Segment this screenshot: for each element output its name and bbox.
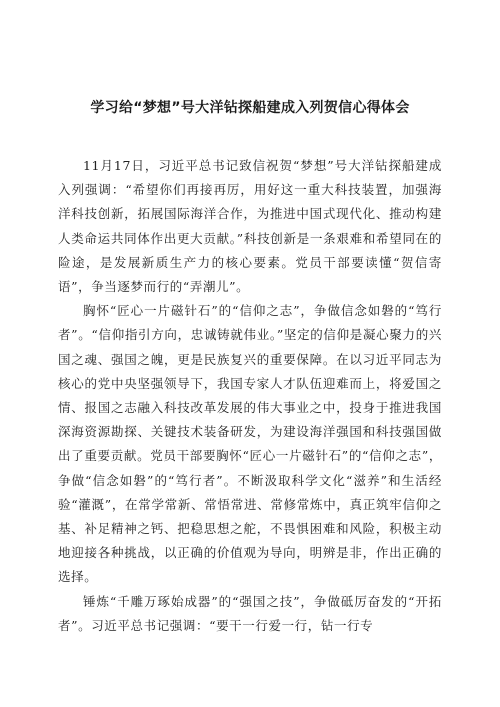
paragraph-3: 锤炼“千雕万琢始成器”的“强国之技”，争做砥厉奋发的“开拓者”。习近平总书记强调：“要干一行爱一行，钻一行专 [58, 593, 442, 633]
paragraph-2: 胸怀“匠心一片磁针石”的“信仰之志”，争做信念如磐的“笃行者”。“信仰指引方向，忠诚铸就伟业。”坚定的信仰是凝心聚力的兴国之魂、强国之魄，更是民族复兴的重要保障。在以习近平同志为核心的党中央坚强领导下，我国专家人才队伍迎难而上，将爱国之情、报国之志融入科技改革发展的伟大事业之中，投身于推进我国深海资源勘探、关键技术装备研发，为建设海洋强国和科技强国做出了重要贡献。党员干部要胸怀“匠心一片磁针石”的“信仰之志”，争做“信念如磐”的“笃行者”。不断汲取科学文化“滋养”和生活经验“灌溉”，在常学常新、常悟常进、常修常炼中，真正筑牢信仰之基、补足精神之钙、把稳思想之舵，不畏惧困难和风险，积极主动地迎接各种挑战，以正确的价值观为导向，明辨是非，作出正确的选择。 [58, 303, 442, 585]
paragraph-1: 11月17日，习近平总书记致信祝贺“梦想”号大洋钻探船建成入列强调：“希望你们再接再厉，用好这一重大科技装置，加强海洋科技创新，拓展国际海洋合作，为推进中国式现代化、推动构建人类命运共同体作出更大贡献。”科技创新是一条艰难和希望同在的险途，是发展新质生产力的核心要素。党员干部要读懂“贺信寄语”，争当逐梦而行的“弄潮儿”。 [58, 158, 442, 295]
document-title: 学习给“梦想”号大洋钻探船建成入列贺信心得体会 [90, 100, 410, 116]
document-body [58, 154, 442, 638]
